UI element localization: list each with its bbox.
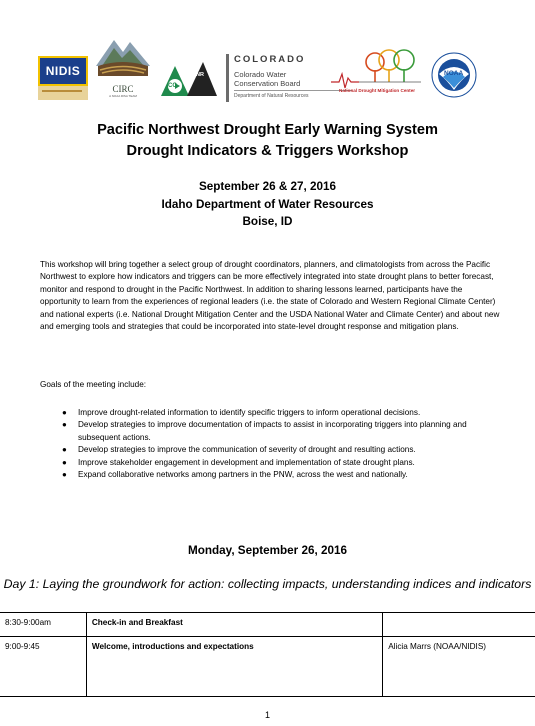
circ-logo-text: CIRC	[112, 84, 134, 94]
goal-item	[40, 469, 510, 481]
goal-item	[40, 407, 510, 419]
agenda-time: 9:00-9:45	[0, 637, 86, 697]
title-line-1: Pacific Northwest Drought Early Warning System	[97, 122, 438, 138]
bullet-icon: ●	[62, 420, 67, 430]
noaa-logo	[431, 52, 477, 98]
noaa-logo-text: NOAA	[444, 70, 464, 77]
cwcb-name-text: Colorado Water Conservation Board	[234, 70, 301, 88]
goal-item	[40, 457, 510, 469]
event-city: Boise, ID	[242, 215, 293, 228]
goal-item	[40, 419, 510, 444]
cwcb-state-text: COLORADO	[234, 54, 306, 65]
goals-list	[40, 407, 510, 481]
goal-item	[40, 444, 510, 456]
day-heading: Monday, September 26, 2016	[188, 544, 347, 557]
table-row	[0, 637, 535, 697]
logo-banner	[38, 30, 478, 106]
ndmc-logo-text: National Drought Mitigation Center	[339, 88, 416, 93]
nidis-logo	[38, 56, 88, 102]
goals-heading: Goals of the meeting include:	[40, 380, 147, 389]
agenda-speaker: Alicia Marrs (NOAA/NIDIS)	[383, 637, 535, 697]
agenda-speaker	[383, 613, 535, 637]
page-number: 1	[264, 710, 270, 720]
circ-mountain-icon	[92, 32, 154, 78]
day-theme: Day 1: Laying the groundwork for action: collecting impacts, understanding indices and indicators	[3, 577, 532, 591]
circ-logo	[92, 32, 154, 102]
co-logo-text: CO	[168, 83, 177, 89]
goal-text: Improve stakeholder engagement in development and implementation of state drought plans.	[78, 457, 415, 467]
goal-text: Improve drought-related information to identify specific triggers to inform operational decisions.	[78, 408, 421, 417]
agenda-time: 8:30-9:00am	[0, 613, 86, 637]
goal-text: Develop strategies to improve the communication of severity of drought and resulting actions.	[78, 445, 416, 455]
dnr-triangle-icon	[159, 56, 217, 100]
dnr-logo-text: DNR	[192, 72, 204, 78]
event-venue: Idaho Department of Water Resources	[161, 197, 374, 211]
nidis-logo-text: NIDIS	[38, 56, 88, 86]
event-dates: September 26 & 27, 2016	[198, 180, 337, 193]
bullet-icon: ●	[62, 445, 67, 455]
agenda-session: Welcome, introductions and expectations	[86, 637, 382, 697]
ndmc-tree-icon	[329, 48, 424, 92]
ndmc-logo	[329, 48, 424, 102]
title-line-2: Drought Indicators & Triggers Workshop	[126, 143, 409, 159]
bullet-icon: ●	[62, 470, 67, 480]
cwcb-dept-text: Department of Natural Resources	[234, 93, 309, 99]
bullet-icon: ●	[62, 457, 67, 467]
cwcb-bar	[226, 54, 229, 102]
goal-text: Develop strategies to improve documentation of impacts to assist in incorporating triggers into planning and subsequent actions.	[78, 420, 467, 442]
document-title	[0, 120, 535, 162]
table-row	[0, 613, 535, 637]
agenda-table	[0, 612, 535, 697]
bullet-icon: ●	[62, 408, 67, 417]
intro-paragraph: This workshop will bring together a select group of drought coordinators, planners, and climatologists from across the Pacific Northwest to explore how indicators and triggers can be more effectively integrated into state drought plans to better forecast, monitor and respond to drought in the Pacific Northwest. In addition to sharing lessons learned, participants have the opportunity to learn from the experiences of regional leaders (i.e. the state of Colorado and Western Regional Climate Center) and national experts (i.e. National Drought Mitigation Center and the USDA National Water and Climate Center) and about new and emerging tools and strategies that could be incorporated into state-level drought response and mitigation plans.	[40, 260, 500, 332]
event-details	[0, 178, 535, 231]
colorado-dnr-logo	[159, 56, 217, 100]
goal-text: Expand collaborative networks among partners in the PNW, across the west and nationally.	[78, 470, 408, 480]
circ-logo-subtext: A NOAA RISA TEAM	[109, 94, 137, 98]
nidis-landscape-icon	[38, 86, 88, 100]
agenda-session: Check-in and Breakfast	[86, 613, 382, 637]
